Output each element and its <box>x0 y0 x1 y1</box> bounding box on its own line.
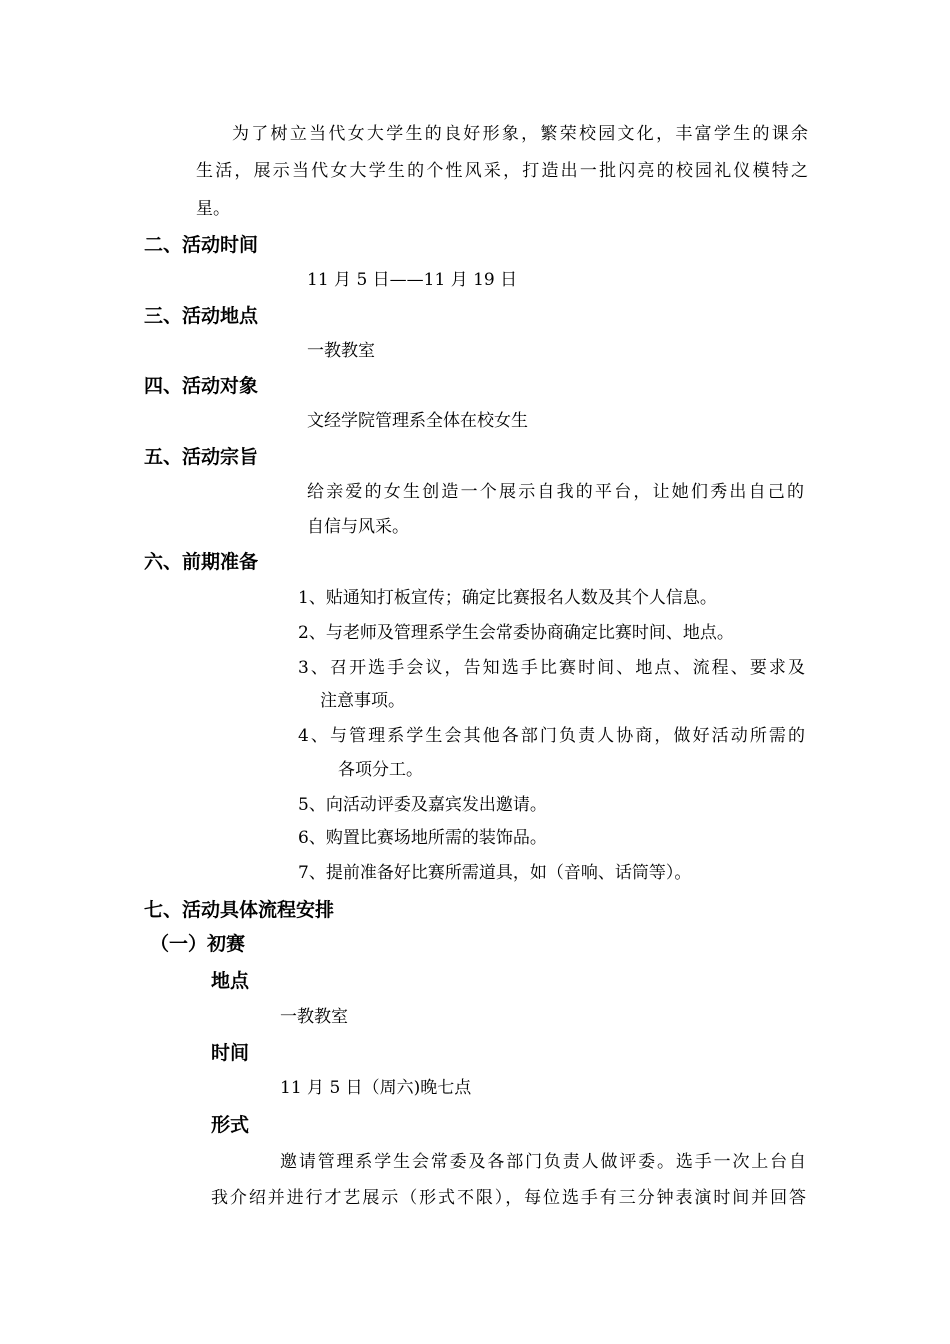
section-heading-time: 二、活动时间 <box>144 234 259 256</box>
intro-line-3: 星。 <box>196 199 230 219</box>
preliminary-time-label: 时间 <box>211 1042 250 1064</box>
section-heading-target: 四、活动对象 <box>144 375 259 397</box>
section-heading-schedule: 七、活动具体流程安排 <box>144 899 335 921</box>
section-heading-purpose: 五、活动宗旨 <box>144 446 259 468</box>
prep-item-3-line-1: 3、召开选手会议，告知选手比赛时间、地点、流程、要求及 <box>298 658 805 678</box>
preliminary-format-label: 形式 <box>211 1114 250 1136</box>
preliminary-heading: （一）初赛 <box>150 933 246 955</box>
activity-target-value: 文经学院管理系全体在校女生 <box>307 411 528 431</box>
section-heading-place: 三、活动地点 <box>144 305 259 327</box>
preliminary-time-value: 11 月 5 日（周六)晚七点 <box>280 1078 472 1098</box>
prep-item-4-line-1: 4、与管理系学生会其他各部门负责人协商，做好活动所需的 <box>298 726 805 746</box>
preliminary-format-line-2: 我介绍并进行才艺展示（形式不限），每位选手有三分钟表演时间并回答 <box>211 1188 806 1208</box>
purpose-line-1: 给亲爱的女生创造一个展示自我的平台，让她们秀出自己的 <box>307 482 804 502</box>
intro-line-2: 生活，展示当代女大学生的个性风采，打造出一批闪亮的校园礼仪模特之 <box>196 161 808 181</box>
prep-item-3-line-2: 注意事项。 <box>320 691 405 711</box>
activity-place-value: 一教教室 <box>307 341 375 361</box>
prep-item-4-line-2: 各项分工。 <box>338 760 423 780</box>
preliminary-place-label: 地点 <box>211 970 250 992</box>
preliminary-place-value: 一教教室 <box>280 1007 348 1027</box>
purpose-line-2: 自信与风采。 <box>307 517 409 537</box>
prep-item-2: 2、与老师及管理系学生会常委协商确定比赛时间、地点。 <box>298 623 734 643</box>
prep-item-6: 6、购置比赛场地所需的装饰品。 <box>298 828 547 848</box>
prep-item-7: 7、提前准备好比赛所需道具，如（音响、话筒等）。 <box>298 863 692 883</box>
activity-time-value: 11 月 5 日——11 月 19 日 <box>307 270 518 290</box>
preliminary-format-line-1: 邀请管理系学生会常委及各部门负责人做评委。选手一次上台自 <box>280 1152 806 1172</box>
prep-item-5: 5、向活动评委及嘉宾发出邀请。 <box>298 795 547 815</box>
section-heading-preparation: 六、前期准备 <box>144 551 259 573</box>
prep-item-1: 1、贴通知打板宣传；确定比赛报名人数及其个人信息。 <box>298 588 717 608</box>
intro-line-1: 为了树立当代女大学生的良好形象，繁荣校园文化，丰富学生的课余 <box>232 124 808 144</box>
